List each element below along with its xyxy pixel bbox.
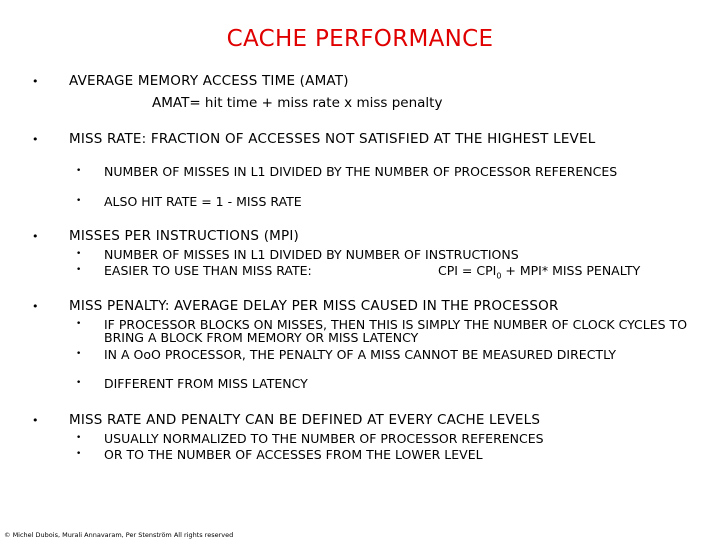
sub-bullet: • xyxy=(76,249,82,259)
section-heading: MISS RATE AND PENALTY CAN BE DEFINED AT EVERY CACHE LEVELS xyxy=(69,412,541,428)
bullet: • xyxy=(32,230,39,243)
bullet: • xyxy=(32,414,39,427)
list-item-text: ALSO HIT RATE = 1 - MISS RATE xyxy=(104,194,302,209)
list-item-text: IF PROCESSOR BLOCKS ON MISSES, THEN THIS IS SIMPLY THE NUMBER OF CLOCK CYCLES TO BRING A BLOCK FROM MEMORY OR MISS LATENCY xyxy=(104,317,688,345)
bullet: • xyxy=(32,75,39,88)
sub-bullet: • xyxy=(76,449,82,459)
section-heading: MISS PENALTY: AVERAGE DELAY PER MISS CAUSED IN THE PROCESSOR xyxy=(69,298,559,314)
sub-bullet: • xyxy=(76,196,82,206)
section-heading: MISS RATE: FRACTION OF ACCESSES NOT SATISFIED AT THE HIGHEST LEVEL xyxy=(69,131,596,147)
bullet: • xyxy=(32,133,39,146)
sub-bullet: • xyxy=(76,349,82,359)
list-item-text: DIFFERENT FROM MISS LATENCY xyxy=(104,376,308,391)
amat-formula: AMAT= hit time + miss rate x miss penalty xyxy=(152,95,443,111)
copyright-footer: © Michel Dubois, Murali Annavaram, Per Stenström All rights reserved xyxy=(4,531,234,539)
sub-bullet: • xyxy=(76,378,82,388)
slide-title: CACHE PERFORMANCE xyxy=(226,26,494,52)
list-item-text: NUMBER OF MISSES IN L1 DIVIDED BY THE NUMBER OF PROCESSOR REFERENCES xyxy=(104,164,618,179)
list-item-text: IN A OoO PROCESSOR, THE PENALTY OF A MISS CANNOT BE MEASURED DIRECTLY xyxy=(104,347,617,362)
list-item-text: USUALLY NORMALIZED TO THE NUMBER OF PROCESSOR REFERENCES xyxy=(104,431,544,446)
cpi-formula: CPI = $CPI_0 + MPI*$ MISS PENALTY xyxy=(438,263,641,281)
sub-bullet: • xyxy=(76,265,82,275)
section-heading: MISSES PER INSTRUCTIONS (MPI) xyxy=(69,228,300,244)
list-item-text: NUMBER OF MISSES IN L1 DIVIDED BY NUMBER OF INSTRUCTIONS xyxy=(104,247,519,262)
sub-bullet: • xyxy=(76,166,82,176)
list-item-text: EASIER TO USE THAN MISS RATE: xyxy=(104,263,312,278)
sub-bullet: • xyxy=(76,319,82,329)
sub-bullet: • xyxy=(76,433,82,443)
bullet: • xyxy=(32,300,39,313)
section-heading: AVERAGE MEMORY ACCESS TIME (AMAT) xyxy=(69,73,349,89)
list-item-text: OR TO THE NUMBER OF ACCESSES FROM THE LOWER LEVEL xyxy=(104,447,483,462)
